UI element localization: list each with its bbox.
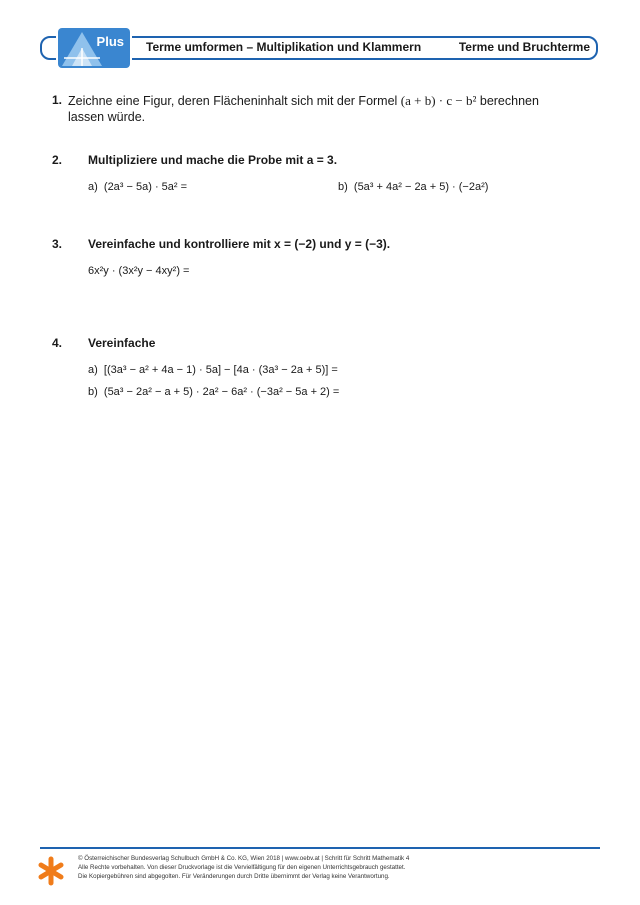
task4-number: 4. — [52, 336, 63, 350]
task1-text-before: Zeichne eine Figur, deren Flächeninhalt sich mit der Formel — [68, 94, 401, 108]
worksheet-title: Terme umformen – Multiplikation und Klammern — [146, 40, 422, 54]
chapter-title: Terme und Bruchterme — [458, 40, 590, 54]
footer-line-1: © Österreichischer Bundesverlag Schulbuch GmbH & Co. KG, Wien 2018 | www.oebv.at | Schritt für Schritt Mathematik 4 — [78, 855, 410, 862]
item-expression: (5a³ − 2a² − a + 5) · 2a² − 6a² · (−3a² − 5a + 2) = — [103, 386, 340, 398]
task1-number: 1. — [52, 93, 63, 107]
item-label: b) — [338, 181, 348, 193]
task1-formula: (a + b) · c − b² — [400, 93, 477, 108]
task2-item-b — [338, 181, 488, 193]
copyright-footer — [78, 854, 409, 881]
task4-item-a — [88, 364, 338, 376]
task3-instruction: Vereinfache und kontrolliere mit x = (−2) und y = (−3). — [88, 237, 391, 251]
footer-line-3: Die Kopiergebühren sind abgegolten. Für Veränderungen durch Dritte übernimmt der Verlag keine Verantwortung. — [78, 873, 390, 880]
task4-instruction: Vereinfache — [88, 336, 156, 350]
item-expression: (2a³ − 5a) · 5a² = — [103, 181, 188, 193]
task1-text-after: berechnen lassen würde. — [68, 94, 539, 124]
item-label: a) — [88, 364, 98, 376]
item-expression: [(3a³ − a² + 4a − 1) · 5a] − [4a · (3a³ − 2a + 5)] = — [103, 364, 338, 376]
oebv-asterisk-icon — [38, 856, 64, 886]
task2-item-a — [88, 181, 187, 193]
item-label: b) — [88, 386, 98, 398]
task3-expression: 6x²y · (3x²y − 4xy²) = — [88, 265, 190, 277]
plus-logo — [58, 28, 130, 68]
task3-number: 3. — [52, 237, 63, 251]
task1-text — [68, 93, 568, 125]
item-expression: (5a³ + 4a² − 2a + 5) · (−2a²) — [353, 181, 489, 193]
task2-number: 2. — [52, 153, 63, 167]
item-label: a) — [88, 181, 98, 193]
task2-instruction: Multipliziere und mache die Probe mit a = 3. — [88, 153, 338, 167]
footer-divider — [40, 847, 600, 849]
footer-line-2: Alle Rechte vorbehalten. Von dieser Druckvorlage ist die Vervielfältigung für den eigenen Unterrichtsgebrauch gestattet. — [78, 864, 406, 871]
logo-label: Plus — [96, 34, 124, 49]
task4-item-b — [88, 386, 339, 398]
